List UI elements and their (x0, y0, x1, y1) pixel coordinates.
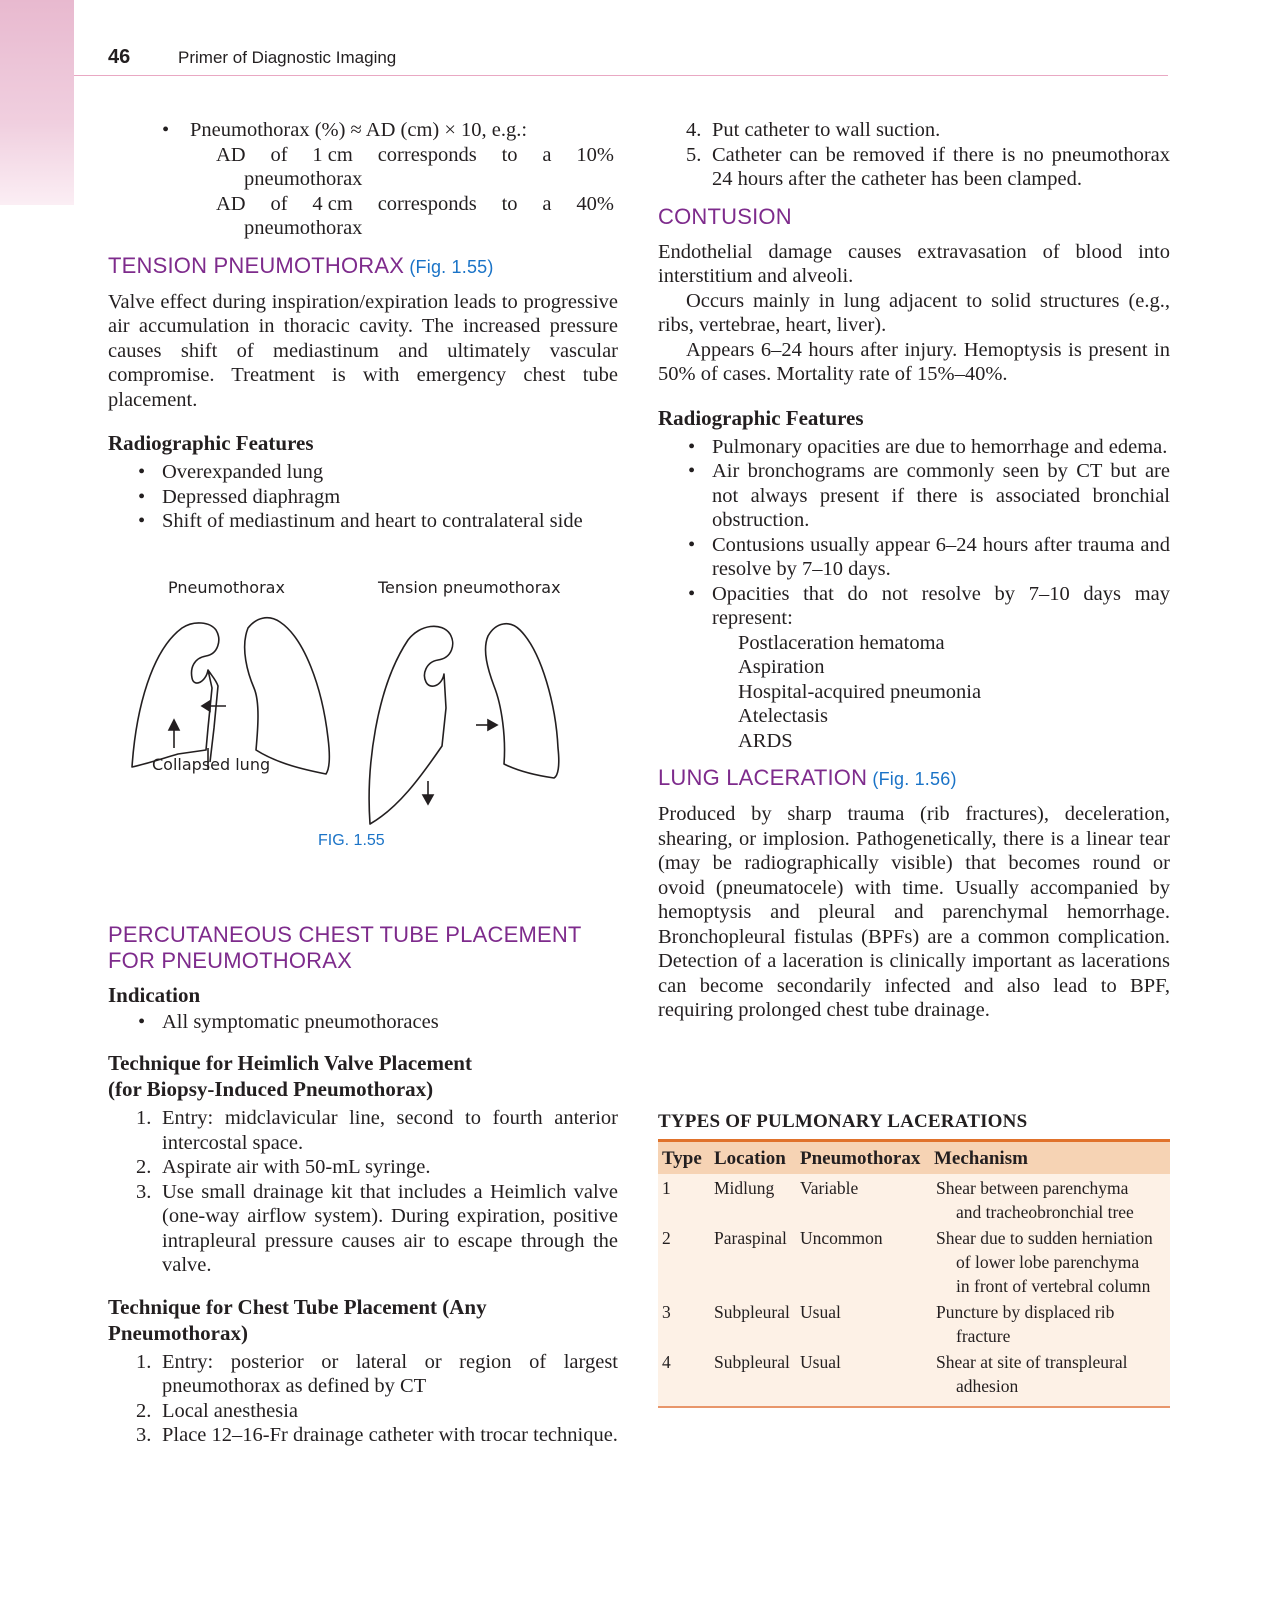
ex-word: to (501, 192, 518, 215)
cell-location: Subpleural (714, 1301, 790, 1322)
table-title: TYPES OF PULMONARY LACERATIONS (658, 1110, 1028, 1132)
mech-line: and tracheobronchial tree (956, 1201, 1134, 1222)
heimlich-title-line: Technique for Heimlich Valve Placement (108, 1051, 472, 1075)
contusion-subitems (658, 631, 1170, 754)
running-title: Primer of Diagnostic Imaging (178, 48, 397, 67)
tension-title-text: TENSION PNEUMOTHORAX (108, 252, 405, 278)
mech-line: Shear due to sudden herniation (936, 1227, 1153, 1248)
tension-lung-outline (369, 626, 453, 824)
formula-bullet: • Pneumothorax (%) ≈ AD (cm) × 10, e.g.: (162, 119, 528, 141)
ex-word: of (270, 143, 288, 166)
mech-line: in front of vertebral column (956, 1275, 1151, 1296)
percutaneous-title-line: FOR PNEUMOTHORAX (108, 947, 352, 973)
page-number: 46 (108, 46, 131, 68)
cell-pneumothorax: Usual (800, 1301, 841, 1322)
cell-pneumothorax: Usual (800, 1351, 841, 1372)
arrowhead (423, 795, 433, 804)
step-number: 1. (136, 1107, 152, 1129)
tension-paragraph: Valve effect during inspiration/expiration leads to progressive air accumulation in thoracic cavity. The increased pressure causes shift of mediastinum and ultimately vascular compromise. Treatment is with emergency chest tube placement. (108, 290, 618, 411)
contusion-p1: Endothelial damage causes extravasation of blood into interstitium and alveoli. (658, 240, 1170, 287)
ref-close: ) (950, 769, 957, 789)
mech-line: of lower lobe parenchyma (956, 1251, 1140, 1272)
contusion-features-title: Radiographic Features (658, 405, 864, 430)
list-item: • Air bronchograms are commonly seen by CT but are not always present if there is associated bronchial obstruction. (658, 459, 1170, 533)
step-number: 5. (686, 143, 702, 166)
cell-type: 4 (662, 1351, 671, 1372)
list-item: • Pulmonary opacities are due to hemorrhage and edema. (658, 435, 1170, 460)
indication-title: Indication (108, 982, 201, 1007)
chest-tube-steps (108, 1350, 618, 1448)
header-rule (74, 75, 1168, 76)
ex-word: of (270, 192, 288, 215)
ex-word: corresponds (377, 192, 477, 215)
laceration-paragraph: Produced by sharp trauma (rib fractures), deceleration, shearing, or implosion. Pathogenetically, there is a linear tear (may be radiographically visible) that becomes round or ovoid (pneumatocele) with time. Usually accompanied by hemoptysis and pleural and parenchymal hemorrhage. Bronchopleural fistulas (BPFs) are a common complication. Detection of a laceration is clinically important as lacerations can become secondarily infected and also lead to BPF, requiring prolonged chest tube drainage. (658, 803, 1170, 1021)
step-number: 3. (136, 1424, 152, 1446)
cell-mechanism (930, 1348, 1170, 1407)
section-title-tension (108, 253, 618, 280)
list-item (108, 1350, 618, 1399)
laceration-title-text: LUNG LACERATION (658, 765, 868, 790)
ex-continuation: pneumothorax (244, 168, 363, 190)
continued-steps (658, 118, 1170, 192)
cell-pneumothorax: Uncommon (800, 1227, 883, 1248)
cell-type: 2 (662, 1227, 671, 1248)
figure-caption: FIG. 1.55 (318, 831, 385, 849)
formula-text: Pneumothorax (%) ≈ AD (cm) × 10, e.g.: (190, 119, 528, 141)
fig-link-1-56[interactable]: Fig. 1.56 (878, 769, 951, 789)
tension-features-list (108, 460, 618, 534)
list-item: • Overexpanded lung (108, 460, 618, 485)
cell-mechanism (930, 1224, 1170, 1298)
cell-mechanism (930, 1174, 1170, 1224)
table-row (658, 1224, 1170, 1298)
arrowhead (488, 720, 497, 730)
table-row (658, 1348, 1170, 1407)
mech-line: Puncture by displaced rib (936, 1301, 1115, 1322)
ex-word: to (501, 143, 518, 166)
sub-item: Postlaceration hematoma (738, 631, 945, 654)
table-row (658, 1174, 1170, 1224)
formula-example-2 (108, 192, 618, 241)
mech-line: Shear at site of transpleural (936, 1351, 1128, 1372)
list-item: • All symptomatic pneumothoraces (108, 1010, 618, 1035)
ref-close: ) (487, 256, 494, 277)
ref-open: ( (867, 769, 879, 789)
sub-item: ARDS (738, 729, 793, 752)
right-column (658, 118, 1170, 1408)
ex-word: 1 cm (312, 143, 353, 166)
ref-open: ( (404, 256, 416, 277)
chest-tube-title-line: Pneumothorax) (108, 1320, 248, 1345)
step-number: 2. (136, 1156, 152, 1178)
ex-word: AD (216, 192, 246, 215)
list-item (108, 1180, 618, 1278)
label-collapsed-lung: Collapsed lung (152, 754, 271, 774)
mech-line: fracture (956, 1325, 1011, 1346)
heimlich-title (108, 1050, 618, 1102)
col-header-mechanism: Mechanism (934, 1147, 1028, 1169)
heimlich-steps (108, 1106, 618, 1278)
sub-item: Aspiration (738, 656, 825, 678)
step-text: Place 12–16-Fr drainage catheter with trocar technique. (162, 1424, 618, 1446)
sub-item: Hospital-acquired pneumonia (738, 680, 982, 703)
cell-type: 3 (662, 1301, 671, 1322)
section-title-laceration (658, 765, 1170, 792)
step-number: 1. (136, 1350, 152, 1373)
left-column (108, 118, 618, 1448)
list-item (108, 1399, 618, 1424)
section-title-percutaneous (108, 922, 618, 974)
formula-block (108, 118, 618, 241)
chest-tube-title-line: Technique for Chest Tube Placement (Any (108, 1294, 487, 1319)
section-title-contusion: CONTUSION (658, 203, 792, 229)
col-header-location: Location (714, 1147, 786, 1169)
list-item (108, 1106, 618, 1155)
step-text: Local anesthesia (162, 1399, 299, 1422)
step-text: Catheter can be removed if there is no pneumothorax 24 hours after the catheter has been clamped. (712, 143, 1170, 190)
fig-link-1-55[interactable]: Fig. 1.55 (415, 256, 488, 277)
chest-tube-title (108, 1294, 618, 1346)
contralateral-lung-outline (486, 623, 559, 777)
ex-word: a (542, 143, 552, 166)
ex-continuation: pneumothorax (244, 217, 363, 239)
step-text: Use small drainage kit that includes a Heimlich valve (one-way airflow system). During expiration, positive intrapleural pressure causes air to escape through the valve. (162, 1180, 618, 1276)
ex-word: 40% (576, 192, 614, 215)
laceration-table-block (658, 1111, 1170, 1408)
chest-wall-outline (132, 622, 219, 766)
cell-location: Midlung (714, 1177, 775, 1198)
indication-list (108, 1010, 618, 1035)
figure-1-55 (108, 578, 618, 878)
list-item: • Shift of mediastinum and heart to contralateral side (108, 509, 618, 534)
laceration-table (658, 1139, 1170, 1408)
heimlich-title-line: (for Biopsy-Induced Pneumothorax) (108, 1077, 434, 1101)
contusion-p2: Occurs mainly in lung adjacent to solid structures (e.g., ribs, vertebrae, heart, liver). (658, 289, 1170, 336)
ex-word: a (542, 192, 552, 215)
cell-mechanism (930, 1298, 1170, 1348)
list-item: • Contusions usually appear 6–24 hours after trauma and resolve by 7–10 days. (658, 533, 1170, 582)
list-item: • Opacities that do not resolve by 7–10 days may represent: (658, 582, 1170, 631)
ex-word: 10% (576, 143, 614, 166)
list-item (108, 1423, 618, 1448)
step-text: Aspirate air with 50-mL syringe. (162, 1156, 431, 1178)
sub-item: Atelectasis (738, 705, 828, 727)
label-tension-pneumothorax: Tension pneumothorax (378, 577, 561, 597)
list-item (658, 118, 1170, 143)
step-text: Entry: posterior or lateral or region of largest pneumothorax as defined by CT (162, 1350, 618, 1397)
list-item: • Depressed diaphragm (108, 485, 618, 510)
table-header-row (658, 1140, 1170, 1174)
list-item (108, 1155, 618, 1180)
step-text: Put catheter to wall suction. (712, 119, 941, 141)
label-pneumothorax: Pneumothorax (168, 577, 285, 597)
cell-location: Paraspinal (714, 1227, 787, 1248)
page-header (108, 46, 1168, 78)
mech-line: Shear between parenchyma (936, 1177, 1129, 1198)
arrowhead (169, 720, 179, 730)
step-number: 4. (686, 119, 702, 141)
step-text: Entry: midclavicular line, second to fourth anterior intercostal space. (162, 1107, 618, 1154)
col-header-pneumothorax: Pneumothorax (800, 1147, 921, 1169)
step-number: 3. (136, 1180, 152, 1203)
step-number: 2. (136, 1399, 152, 1422)
contusion-features-list (658, 435, 1170, 631)
cell-pneumothorax: Variable (800, 1177, 859, 1198)
ex-word: AD (216, 143, 246, 166)
cell-location: Subpleural (714, 1351, 790, 1372)
ex-word: corresponds (377, 143, 477, 166)
contusion-p3: Appears 6–24 hours after injury. Hemoptysis is present in 50% of cases. Mortality rate of 15%–40%. (658, 338, 1170, 385)
tension-features-title: Radiographic Features (108, 431, 314, 455)
cell-type: 1 (662, 1177, 671, 1198)
mech-line: adhesion (956, 1375, 1019, 1396)
formula-example-1 (108, 143, 618, 192)
chapter-side-tab (0, 0, 74, 205)
col-header-type: Type (662, 1147, 702, 1169)
ex-word: 4 cm (312, 192, 353, 215)
list-item (658, 143, 1170, 192)
percutaneous-title-line: PERCUTANEOUS CHEST TUBE PLACEMENT (108, 921, 582, 947)
left-lung-outline (245, 617, 330, 773)
arrowhead (202, 701, 210, 711)
table-row (658, 1298, 1170, 1348)
